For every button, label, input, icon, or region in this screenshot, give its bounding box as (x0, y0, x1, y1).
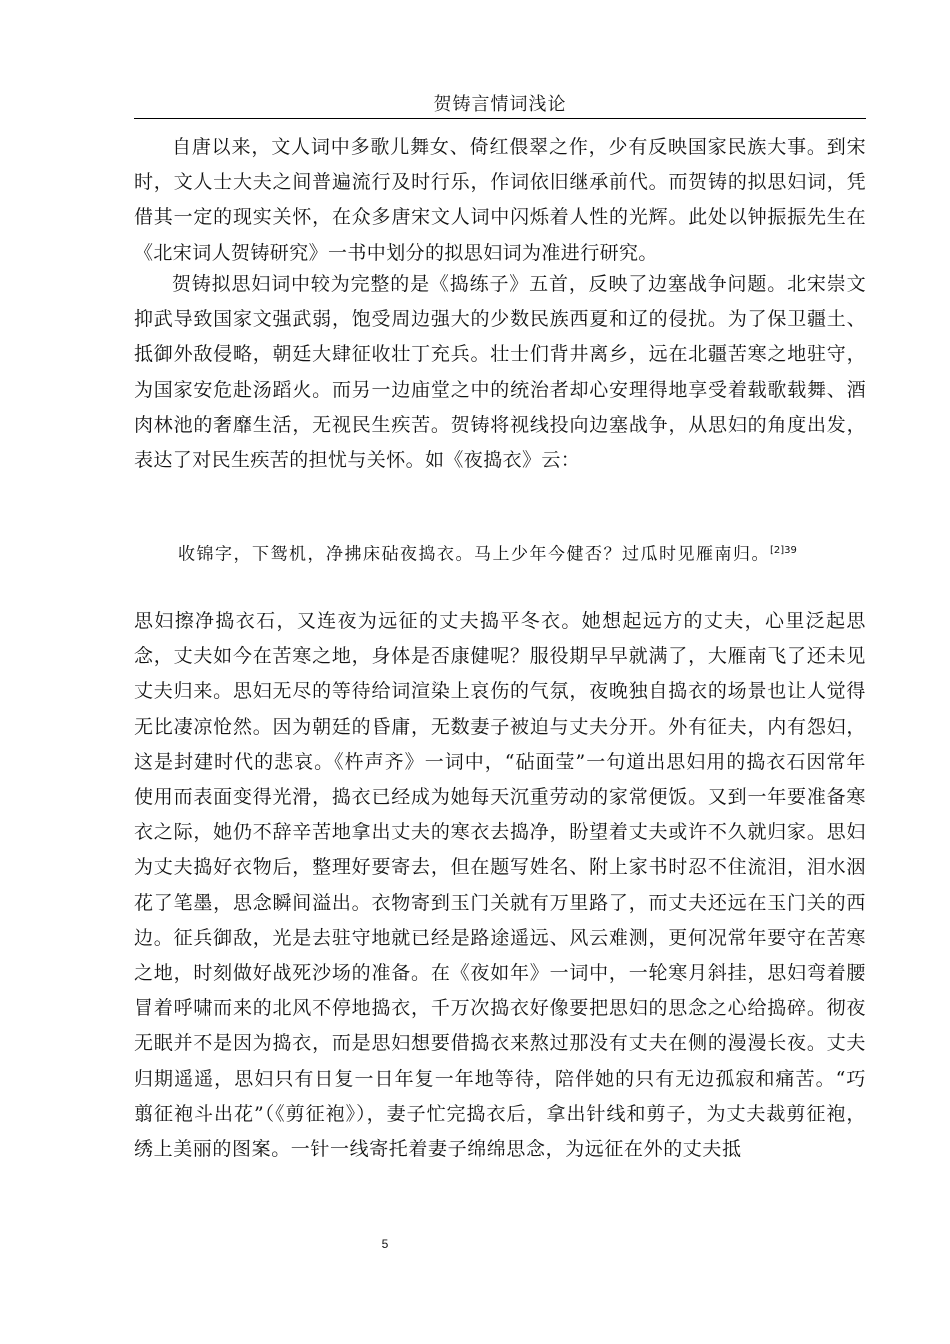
body-paragraph-1: 自唐以来，文人词中多歌儿舞女、倚红偎翠之作，少有反映国家民族大事。到宋时，文人士大夫之间普遍流行及时行乐，作词依旧继承前代。而贺铸的拟思妇词，凭借其一定的现实关怀，在众多唐宋文人词中闪烁着人性的光辉。此处以钟振振先生在《北宋词人贺铸研究》一书中划分的拟思妇词为准进行研究。 (134, 136, 866, 264)
page-number: 5 (381, 1237, 389, 1251)
running-header: 贺铸言情词浅论 (433, 94, 567, 115)
poem-quote (178, 538, 868, 568)
body-paragraph-3: 思妇擦净捣衣石，又连夜为远征的丈夫捣平冬衣。她想起远方的丈夫，心里泛起思念，丈夫如今在苦寒之地，身体是否康健呢？服役期早早就满了，大雁南飞了还未见丈夫归来。思妇无尽的等待给词渲染上哀伤的气氛，夜晚独自捣衣的场景也让人觉得无比凄凉怆然。因为朝廷的昏庸，无数妻子被迫与丈夫分开。外有征夫，内有怨妇，这是封建时代的悲哀。《杵声齐》一词中，“砧面莹”一句道出思妇用的捣衣石因常年使用而表面变得光滑，捣衣已经成为她每天沉重劳动的家常便饭。又到一年要准备寒衣之际，她仍不辞辛苦地拿出丈夫的寒衣去捣净，盼望着丈夫或许不久就归家。思妇为丈夫捣好衣物后，整理好要寄去，但在题写姓名、附上家书时忍不住流泪，泪水洇花了笔墨，思念瞬间溢出。衣物寄到玉门关就有万里路了，而丈夫还远在玉门关的西边。征兵御敌，光是去驻守地就已经是路途遥远、风云难测，更何况常年要守在苦寒之地，时刻做好战死沙场的准备。在《夜如年》一词中，一轮寒月斜挂，思妇弯着腰冒着呼啸而来的北风不停地捣衣，千万次捣衣好像要把思妇的思念之心给捣碎。彻夜无眠并不是因为捣衣，而是思妇想要借捣衣来熬过那没有丈夫在侧的漫漫长夜。丈夫归期遥遥，思妇只有日复一日年复一年地等待，陪伴她的只有无边孤寂和痛苦。“巧翦征袍斗出花”（《剪征袍》），妻子忙完捣衣后，拿出针线和剪子，为丈夫裁剪征袍，绣上美丽的图案。一针一线寄托着妻子绵绵思念，为远征在外的丈夫抵 (134, 610, 866, 1161)
body-paragraph-2: 贺铸拟思妇词中较为完整的是《捣练子》五首，反映了边塞战争问题。北宋崇文抑武导致国家文强武弱，饱受周边强大的少数民族西夏和辽的侵扰。为了保卫疆土、抵御外敌侵略，朝廷大肆征收壮丁充兵。壮士们背井离乡，远在北疆苦寒之地驻守，为国家安危赴汤蹈火。而另一边庙堂之中的统治者却心安理得地享受着载歌载舞、酒肉林池的奢靡生活，无视民生疾苦。贺铸将视线投向边塞战争，从思妇的角度出发，表达了对民生疾苦的担忧与关怀。如《夜捣衣》云： (134, 273, 866, 472)
header-rule (134, 118, 866, 119)
poem-quote-text: 收锦字，下鸳机，净拂床砧夜捣衣。马上少年今健否？过瓜时见雁南归。 (178, 544, 770, 565)
citation-marker: [2]39 (770, 545, 797, 556)
